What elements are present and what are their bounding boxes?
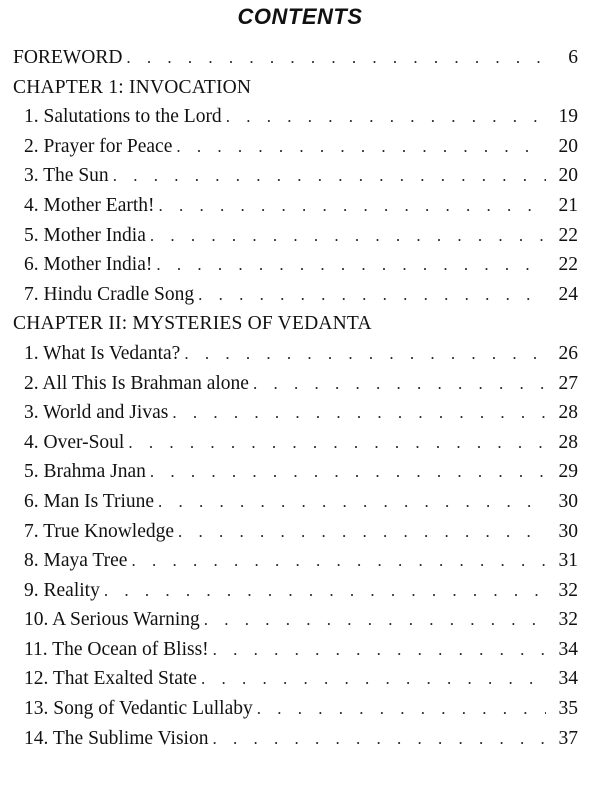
toc-entry-page: 37 [558, 727, 578, 749]
toc-entry-page: 26 [558, 342, 578, 364]
toc-entry-label: 2. Prayer for Peace [24, 135, 173, 157]
toc-entry-label: 12. That Exalted State [24, 668, 197, 690]
toc-entry [13, 576, 578, 606]
dot-leader [131, 546, 546, 576]
toc-entry-label: 3. World and Jivas [24, 402, 169, 424]
toc-entry-label: 6. Mother India! [24, 254, 153, 276]
toc-entry-page: 22 [558, 254, 578, 276]
dot-leader [104, 576, 546, 606]
toc-entry [13, 664, 578, 694]
dot-leader [159, 191, 546, 221]
toc-entry-label: 13. Song of Vedantic Lullaby [24, 698, 253, 720]
dot-leader [150, 221, 546, 251]
dot-leader [113, 161, 546, 191]
toc-entry-page: 34 [558, 638, 578, 660]
dot-leader [257, 694, 546, 724]
toc-entry-label: 5. Mother India [24, 224, 146, 246]
toc-entry-page: 34 [558, 668, 578, 690]
toc-entry-page: 30 [558, 520, 578, 542]
table-of-contents [13, 43, 578, 753]
toc-entry [13, 635, 578, 665]
toc-entry [13, 694, 578, 724]
dot-leader [126, 43, 546, 73]
chapter-heading-2 [13, 309, 578, 339]
dot-leader [128, 428, 546, 458]
toc-entry-label: 14. The Sublime Vision [24, 727, 209, 749]
toc-entry [13, 605, 578, 635]
toc-entry [13, 517, 578, 547]
chapter-heading-1 [13, 73, 578, 103]
toc-entry-label: FOREWORD [13, 47, 123, 68]
toc-entry-page: 20 [558, 165, 578, 187]
toc-entry [13, 398, 578, 428]
toc-entry-page: 21 [558, 194, 578, 216]
toc-entry-page: 31 [558, 550, 578, 572]
toc-entry-page: 19 [558, 106, 578, 128]
toc-entry-label: 1. Salutations to the Lord [24, 106, 222, 128]
dot-leader [176, 132, 546, 162]
toc-entry [13, 487, 578, 517]
toc-entry-page: 29 [558, 461, 578, 483]
toc-entry [13, 428, 578, 458]
toc-entry-page: 32 [558, 609, 578, 631]
toc-entry-page: 30 [558, 490, 578, 512]
dot-leader [156, 250, 546, 280]
dot-leader [204, 605, 546, 635]
toc-entry [13, 102, 578, 132]
toc-entry-page: 6 [568, 47, 578, 68]
toc-entry-label: 4. Mother Earth! [24, 194, 155, 216]
dot-leader [158, 487, 546, 517]
toc-entry-label: 1. What Is Vedanta? [24, 342, 181, 364]
toc-entry-page: 27 [558, 372, 578, 394]
toc-entry-label: 10. A Serious Warning [24, 609, 200, 631]
toc-entry-page: 28 [558, 431, 578, 453]
dot-leader [213, 635, 546, 665]
toc-entry-label: 2. All This Is Brahman alone [24, 372, 249, 394]
dot-leader [226, 102, 546, 132]
toc-entry-page: 28 [558, 402, 578, 424]
dot-leader [178, 517, 546, 547]
toc-entry-label: 7. True Knowledge [24, 520, 175, 542]
toc-entry-page: 32 [558, 579, 578, 601]
dot-leader [172, 398, 546, 428]
toc-entry-page: 24 [558, 283, 578, 305]
toc-entry [13, 339, 578, 369]
toc-entry-label: 11. The Ocean of Bliss! [24, 638, 209, 660]
toc-entry [13, 546, 578, 576]
toc-entry-foreword [13, 43, 578, 73]
toc-entry-label: 8. Maya Tree [24, 550, 128, 572]
dot-leader [212, 724, 546, 754]
dot-leader [184, 339, 546, 369]
toc-entry-label: 7. Hindu Cradle Song [24, 283, 195, 305]
toc-entry-label: 4. Over-Soul [24, 431, 125, 453]
toc-entry [13, 250, 578, 280]
dot-leader [198, 280, 546, 310]
toc-entry [13, 457, 578, 487]
toc-entry-label: 6. Man Is Triune [24, 490, 155, 512]
toc-entry [13, 724, 578, 754]
chapter-heading-label: CHAPTER 1: INVOCATION [13, 76, 252, 98]
toc-entry-page: 22 [558, 224, 578, 246]
toc-entry [13, 221, 578, 251]
toc-entry [13, 369, 578, 399]
dot-leader [201, 664, 546, 694]
toc-entry-label: 3. The Sun [24, 165, 109, 187]
page-title: CONTENTS [237, 4, 363, 29]
dot-leader [253, 369, 546, 399]
toc-entry [13, 280, 578, 310]
toc-entry-page: 20 [558, 135, 578, 157]
toc-entry-page: 35 [558, 698, 578, 720]
chapter-heading-label: CHAPTER II: MYSTERIES OF VEDANTA [13, 313, 372, 335]
toc-entry-label: 5. Brahma Jnan [24, 461, 146, 483]
toc-entry [13, 132, 578, 162]
dot-leader [150, 457, 546, 487]
toc-entry [13, 191, 578, 221]
toc-entry [13, 161, 578, 191]
toc-entry-label: 9. Reality [24, 579, 100, 601]
